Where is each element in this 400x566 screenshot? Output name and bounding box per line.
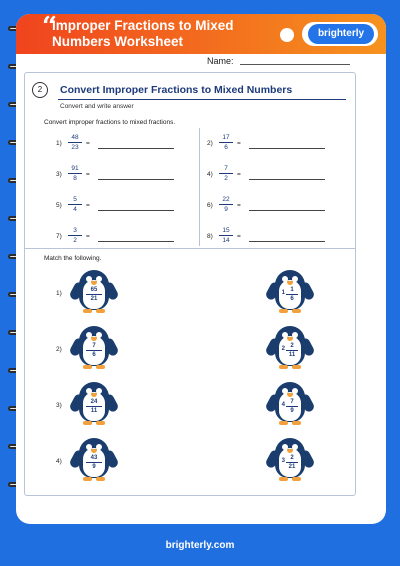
- answer-line[interactable]: [249, 179, 325, 180]
- penguin-card[interactable]: 1 1 6: [268, 268, 312, 314]
- penguin-card[interactable]: [72, 436, 116, 482]
- fraction: $\frac{17}{6}$: [219, 133, 233, 152]
- worksheet-title: Improper Fractions to Mixed Numbers Worksheet: [52, 18, 234, 49]
- answer-line[interactable]: [98, 210, 174, 211]
- match-number: 2): [56, 346, 62, 353]
- footer-url[interactable]: brighterly.com: [165, 540, 235, 551]
- answer-line[interactable]: [249, 210, 325, 211]
- match-number: 3): [56, 402, 62, 409]
- answer-line[interactable]: [98, 148, 174, 149]
- fraction: $\frac{48}{23}$: [68, 133, 82, 152]
- name-field[interactable]: [240, 64, 350, 65]
- problem-item: 8) $\frac{15}{14}$ =: [207, 226, 367, 248]
- penguin-card[interactable]: [72, 268, 116, 314]
- fraction: $\frac{91}{8}$: [68, 164, 82, 183]
- problem-item: 2) $\frac{17}{6}$ =: [207, 133, 367, 155]
- answer-line[interactable]: [249, 241, 325, 242]
- decorative-dot: [280, 28, 294, 42]
- name-label: Name:: [207, 56, 234, 66]
- penguin-card[interactable]: [72, 324, 116, 370]
- match-number: 4): [56, 458, 62, 465]
- problem-item: 4) $\frac{7}{2}$ =: [207, 164, 367, 186]
- part2-instruction: Match the following.: [44, 255, 102, 262]
- penguin-card[interactable]: 3 2 21: [268, 436, 312, 482]
- section-title: Convert Improper Fractions to Mixed Numbers: [60, 84, 293, 96]
- improper-fraction: 24 11: [83, 398, 105, 415]
- answer-line[interactable]: [98, 241, 174, 242]
- fraction: $\frac{22}{9}$: [219, 195, 233, 214]
- fraction: $\frac{3}{2}$: [68, 226, 82, 245]
- penguin-card[interactable]: 2 2 11: [268, 324, 312, 370]
- brand-logo-text: brighterly: [308, 24, 374, 44]
- penguin-card[interactable]: [72, 380, 116, 426]
- section-subtitle: Convert and write answer: [60, 103, 134, 110]
- fraction: $\frac{5}{4}$: [68, 195, 82, 214]
- improper-fraction: 65 21: [83, 286, 105, 303]
- brand-logo: [302, 22, 378, 46]
- problem-item: 1) $\frac{48}{23}$ =: [56, 133, 216, 155]
- fraction: $\frac{15}{14}$: [219, 226, 233, 245]
- penguin-card[interactable]: 4 7 9: [268, 380, 312, 426]
- problem-item: 5) $\frac{5}{4}$ =: [56, 195, 216, 217]
- quote-icon: “: [42, 14, 57, 42]
- problem-item: 6) $\frac{22}{9}$ =: [207, 195, 367, 217]
- answer-line[interactable]: [98, 179, 174, 180]
- part1-instruction: Convert improper fractions to mixed fractions.: [44, 119, 176, 126]
- header-banner: [16, 14, 386, 54]
- improper-fraction: 7 6: [83, 342, 105, 359]
- match-number: 1): [56, 290, 62, 297]
- section-divider: [24, 248, 356, 249]
- section-divider: [58, 99, 346, 100]
- fraction: $\frac{7}{2}$: [219, 164, 233, 183]
- improper-fraction: 43 9: [83, 454, 105, 471]
- problem-item: 7) $\frac{3}{2}$ =: [56, 226, 216, 248]
- problem-item: 3) $\frac{91}{8}$ =: [56, 164, 216, 186]
- section-number: 2: [32, 82, 48, 98]
- answer-line[interactable]: [249, 148, 325, 149]
